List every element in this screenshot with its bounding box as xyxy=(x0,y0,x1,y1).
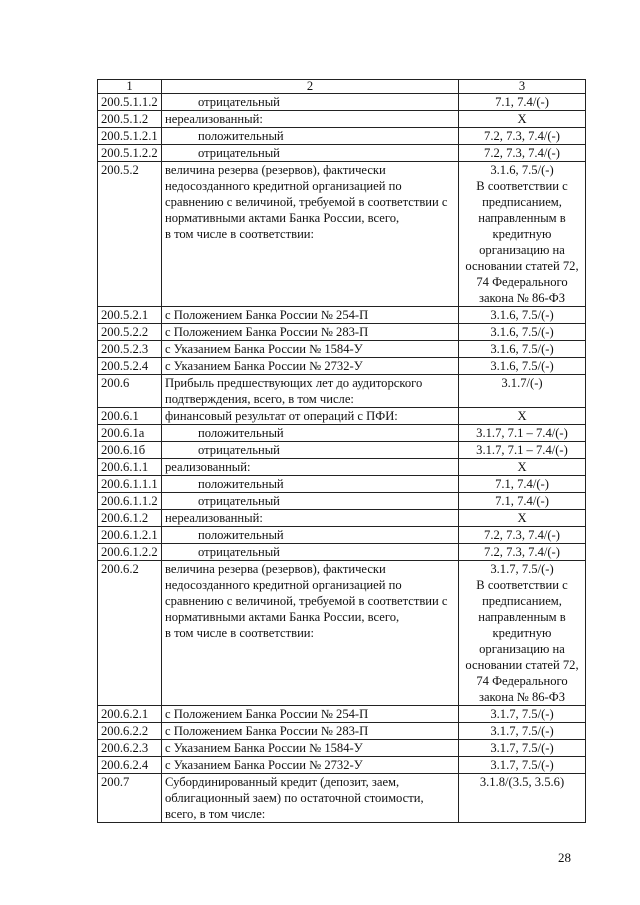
row-code: 200.5.2 xyxy=(98,162,162,307)
row-code: 200.5.1.2 xyxy=(98,111,162,128)
row-description: реализованный: xyxy=(162,459,459,476)
row-description: с Положением Банка России № 254-П xyxy=(162,706,459,723)
row-reference: 7.1, 7.4/(-) xyxy=(459,94,586,111)
row-description: отрицательный xyxy=(162,544,459,561)
row-description: величина резерва (резервов), фактически недосозданного кредитной организацией по сравнению с величиной, требуемой в соответствии с нормативными актами Банка России, всего, в том числе в соответствии: xyxy=(162,162,459,307)
row-description: величина резерва (резервов), фактически недосозданного кредитной организацией по сравнению с величиной, требуемой в соответствии с нормативными актами Банка России, всего, в том числе в соответствии: xyxy=(162,561,459,706)
row-reference: 3.1.7, 7.5/(-) xyxy=(459,706,586,723)
table-row xyxy=(98,128,586,145)
row-description: с Указанием Банка России № 2732-У xyxy=(162,757,459,774)
table-row xyxy=(98,162,586,307)
row-description: финансовый результат от операций с ПФИ: xyxy=(162,408,459,425)
row-code: 200.5.1.2.1 xyxy=(98,128,162,145)
row-reference: 7.2, 7.3, 7.4/(-) xyxy=(459,527,586,544)
row-description: Прибыль предшествующих лет до аудиторского подтверждения, всего, в том числе: xyxy=(162,375,459,408)
table-row xyxy=(98,706,586,723)
table-row xyxy=(98,493,586,510)
table-row xyxy=(98,510,586,527)
table-row xyxy=(98,375,586,408)
table-row xyxy=(98,561,586,706)
table-header-row xyxy=(98,80,586,94)
row-reference: 3.1.6, 7.5/(-) xyxy=(459,307,586,324)
table-body xyxy=(98,80,586,823)
row-code: 200.6.1.2.1 xyxy=(98,527,162,544)
row-reference: 3.1.7, 7.1 – 7.4/(-) xyxy=(459,442,586,459)
row-code: 200.6.2.1 xyxy=(98,706,162,723)
row-code: 200.5.2.1 xyxy=(98,307,162,324)
row-code: 200.5.1.1.2 xyxy=(98,94,162,111)
row-code: 200.6.1.2.2 xyxy=(98,544,162,561)
row-reference: 7.2, 7.3, 7.4/(-) xyxy=(459,544,586,561)
row-reference: X xyxy=(459,408,586,425)
row-code: 200.6.1б xyxy=(98,442,162,459)
row-code: 200.6.2.4 xyxy=(98,757,162,774)
table-row xyxy=(98,307,586,324)
row-reference: 3.1.8/(3.5, 3.5.6) xyxy=(459,774,586,823)
table-row xyxy=(98,459,586,476)
row-reference: 3.1.6, 7.5/(-) xyxy=(459,358,586,375)
table-row xyxy=(98,442,586,459)
row-reference: 7.2, 7.3, 7.4/(-) xyxy=(459,145,586,162)
row-description: с Положением Банка России № 283-П xyxy=(162,723,459,740)
row-description: с Указанием Банка России № 2732-У xyxy=(162,358,459,375)
row-reference: 3.1.7, 7.1 – 7.4/(-) xyxy=(459,425,586,442)
row-code: 200.6.2.2 xyxy=(98,723,162,740)
row-reference: 7.2, 7.3, 7.4/(-) xyxy=(459,128,586,145)
row-code: 200.5.2.3 xyxy=(98,341,162,358)
row-code: 200.6.2.3 xyxy=(98,740,162,757)
table-row xyxy=(98,476,586,493)
row-code: 200.6.2 xyxy=(98,561,162,706)
row-code: 200.6.1.1.2 xyxy=(98,493,162,510)
row-code: 200.5.1.2.2 xyxy=(98,145,162,162)
row-description: положительный xyxy=(162,476,459,493)
table-row xyxy=(98,408,586,425)
row-reference: 3.1.7, 7.5/(-) xyxy=(459,740,586,757)
table-row xyxy=(98,527,586,544)
table-row xyxy=(98,341,586,358)
row-reference: 3.1.6, 7.5/(-) xyxy=(459,341,586,358)
table-row xyxy=(98,145,586,162)
row-description: отрицательный xyxy=(162,94,459,111)
row-description: положительный xyxy=(162,128,459,145)
table-row xyxy=(98,774,586,823)
row-code: 200.5.2.4 xyxy=(98,358,162,375)
row-description: с Положением Банка России № 254-П xyxy=(162,307,459,324)
row-code: 200.6.1.1 xyxy=(98,459,162,476)
row-description: положительный xyxy=(162,425,459,442)
row-description: нереализованный: xyxy=(162,510,459,527)
row-reference: 3.1.7, 7.5/(-) В соответствии с предписанием, направленным в кредитную организацию на основании статей 72, 74 Федерального закона № 86-ФЗ xyxy=(459,561,586,706)
row-code: 200.6.1 xyxy=(98,408,162,425)
row-description: отрицательный xyxy=(162,442,459,459)
header-col-3: 3 xyxy=(459,80,586,94)
row-reference: X xyxy=(459,111,586,128)
table-row xyxy=(98,111,586,128)
row-description: Субординированный кредит (депозит, заем, облигационный заем) по остаточной стоимости, всего, в том числе: xyxy=(162,774,459,823)
table-row xyxy=(98,740,586,757)
table-row xyxy=(98,425,586,442)
row-reference: 3.1.7, 7.5/(-) xyxy=(459,723,586,740)
row-reference: 3.1.6, 7.5/(-) xyxy=(459,324,586,341)
table-row xyxy=(98,757,586,774)
row-code: 200.6.1а xyxy=(98,425,162,442)
row-code: 200.5.2.2 xyxy=(98,324,162,341)
header-col-1: 1 xyxy=(98,80,162,94)
reporting-table xyxy=(97,79,586,823)
row-code: 200.6.1.1.1 xyxy=(98,476,162,493)
row-description: положительный xyxy=(162,527,459,544)
row-description: отрицательный xyxy=(162,145,459,162)
table-row xyxy=(98,358,586,375)
row-code: 200.6.1.2 xyxy=(98,510,162,527)
row-description: с Указанием Банка России № 1584-У xyxy=(162,740,459,757)
header-col-2: 2 xyxy=(162,80,459,94)
table-row xyxy=(98,544,586,561)
row-description: отрицательный xyxy=(162,493,459,510)
row-reference: 7.1, 7.4/(-) xyxy=(459,476,586,493)
row-reference: X xyxy=(459,459,586,476)
row-reference: 3.1.6, 7.5/(-) В соответствии с предписанием, направленным в кредитную организацию на основании статей 72, 74 Федерального закона № 86-ФЗ xyxy=(459,162,586,307)
row-code: 200.7 xyxy=(98,774,162,823)
row-description: нереализованный: xyxy=(162,111,459,128)
table-row xyxy=(98,723,586,740)
table-row xyxy=(98,324,586,341)
row-reference: X xyxy=(459,510,586,527)
table-row xyxy=(98,94,586,111)
row-reference: 3.1.7/(-) xyxy=(459,375,586,408)
row-code: 200.6 xyxy=(98,375,162,408)
row-reference: 3.1.7, 7.5/(-) xyxy=(459,757,586,774)
row-description: с Указанием Банка России № 1584-У xyxy=(162,341,459,358)
row-reference: 7.1, 7.4/(-) xyxy=(459,493,586,510)
row-description: с Положением Банка России № 283-П xyxy=(162,324,459,341)
page-number: 28 xyxy=(558,850,571,865)
